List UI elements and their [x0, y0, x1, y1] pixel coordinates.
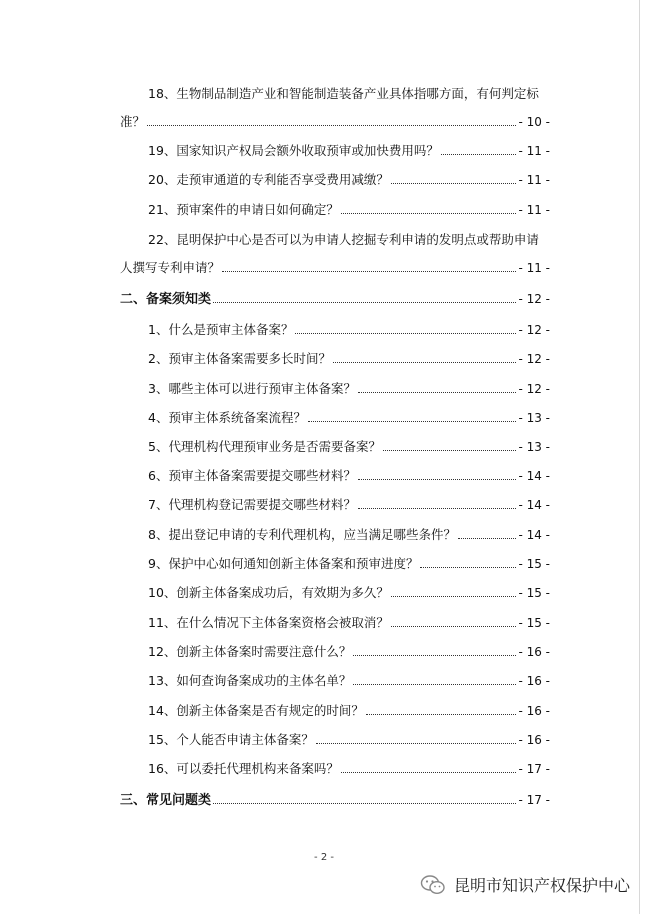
- leader-dots: [316, 734, 517, 744]
- toc-page-number: - 13 -: [518, 440, 550, 454]
- toc-section-3[interactable]: [120, 792, 550, 809]
- leader-dots: [341, 763, 517, 773]
- toc-page-number: - 14 -: [518, 498, 550, 512]
- toc-entry-text: 12、创新主体备案时需要注意什么？: [148, 644, 352, 659]
- toc-page-number: - 16 -: [518, 674, 550, 688]
- leader-dots: [358, 499, 516, 509]
- toc-entry-22-line2[interactable]: [120, 260, 550, 276]
- leader-dots: [353, 675, 516, 685]
- leader-dots: [366, 705, 517, 715]
- toc-page-number: - 12 -: [518, 352, 550, 366]
- toc-page-number: - 12 -: [518, 323, 550, 337]
- leader-dots: [391, 174, 517, 184]
- toc-entry-text: 13、如何查询备案成功的主体名单？: [148, 673, 352, 688]
- toc-entry-2-8[interactable]: [120, 527, 550, 543]
- toc-page-number: - 15 -: [518, 586, 550, 600]
- leader-dots: [341, 204, 517, 214]
- toc-page-number: - 17 -: [518, 762, 550, 776]
- toc-entry-22-line1[interactable]: [148, 232, 550, 248]
- toc-entry-2-12[interactable]: [120, 644, 550, 660]
- toc-entry-text: 14、创新主体备案是否有规定的时间？: [148, 703, 364, 718]
- toc-page-number: - 15 -: [518, 616, 550, 630]
- toc-entry-text: 7、代理机构登记需要提交哪些材料？: [148, 497, 356, 512]
- toc-entry-2-9[interactable]: [120, 556, 550, 572]
- leader-dots: [353, 646, 516, 656]
- toc-entry-2-4[interactable]: [120, 410, 550, 426]
- toc-entry-text: 4、预审主体系统备案流程？: [148, 410, 306, 425]
- toc-entry-2-7[interactable]: [120, 497, 550, 513]
- toc-entry-21[interactable]: [120, 202, 550, 218]
- toc-entry-text: 6、预审主体备案需要提交哪些材料？: [148, 468, 356, 483]
- toc-entry-text: 19、国家知识产权局会额外收取预审或加快费用吗？: [148, 143, 439, 158]
- toc-page-number: - 15 -: [518, 557, 550, 571]
- toc-entry-2-5[interactable]: [120, 439, 550, 455]
- toc-page-number: - 14 -: [518, 469, 550, 483]
- leader-dots: [333, 353, 516, 363]
- toc-entry-text: 8、提出登记申请的专利代理机构，应当满足哪些条件？: [148, 527, 456, 542]
- toc-entry-2-2[interactable]: [120, 351, 550, 367]
- toc-entry-19[interactable]: [120, 143, 550, 159]
- toc-entry-2-3[interactable]: [120, 381, 550, 397]
- toc-entry-text: 3、哪些主体可以进行预审主体备案？: [148, 381, 356, 396]
- toc-entry-2-6[interactable]: [120, 468, 550, 484]
- wechat-icon: [420, 874, 446, 896]
- leader-dots: [295, 324, 516, 334]
- leader-dots: [383, 441, 516, 451]
- leader-dots: [358, 470, 516, 480]
- toc-page-number: - 12 -: [518, 292, 550, 306]
- toc-page-number: - 11 -: [518, 261, 550, 275]
- toc-entry-2-11[interactable]: [120, 615, 550, 631]
- toc-entry-18-line2[interactable]: [120, 114, 550, 130]
- toc-entry-text: 20、走预审通道的专利能否享受费用减缴？: [148, 172, 389, 187]
- leader-dots: [308, 412, 516, 422]
- leader-dots: [358, 383, 516, 393]
- toc-entry-18-line1[interactable]: [148, 86, 550, 102]
- toc-section-2[interactable]: [120, 291, 550, 308]
- leader-dots: [391, 587, 517, 597]
- toc-page-number: - 16 -: [518, 645, 550, 659]
- toc-page-number: - 11 -: [518, 203, 550, 217]
- toc-entry-text: 21、预审案件的申请日如何确定？: [148, 202, 339, 217]
- toc-entry-2-13[interactable]: [120, 673, 550, 689]
- toc-entry-text: 15、个人能否申请主体备案？: [148, 732, 314, 747]
- toc-entry-text: 5、代理机构代理预审业务是否需要备案？: [148, 439, 381, 454]
- toc-entry-text: 1、什么是预审主体备案？: [148, 322, 294, 337]
- toc-page-number: - 16 -: [518, 733, 550, 747]
- toc-entry-text: 18、生物制品制造产业和智能制造装备产业具体指哪方面，有何判定标: [148, 86, 539, 101]
- watermark: [420, 873, 630, 896]
- toc-entry-2-14[interactable]: [120, 703, 550, 719]
- leader-dots: [213, 293, 516, 303]
- toc-page-number: - 11 -: [518, 173, 550, 187]
- toc-entry-text: 9、保护中心如何通知创新主体备案和预审进度？: [148, 556, 419, 571]
- toc-entry-2-15[interactable]: [120, 732, 550, 748]
- toc-entry-text: 22、昆明保护中心是否可以为申请人挖掘专利申请的发明点或帮助申请: [148, 232, 539, 247]
- toc-page-number: - 12 -: [518, 382, 550, 396]
- toc-entry-text: 11、在什么情况下主体备案资格会被取消？: [148, 615, 389, 630]
- toc-entry-text: 2、预审主体备案需要多长时间？: [148, 351, 331, 366]
- leader-dots: [391, 617, 517, 627]
- toc-section-title: 二、备案须知类: [120, 292, 212, 307]
- toc-entry-20[interactable]: [120, 172, 550, 188]
- footer-page-number: - 2 -: [314, 852, 334, 863]
- toc-page-number: - 17 -: [518, 793, 550, 807]
- leader-dots: [458, 529, 516, 539]
- toc-page-number: - 13 -: [518, 411, 550, 425]
- toc-entry-2-10[interactable]: [120, 585, 550, 601]
- toc-page-number: - 11 -: [518, 144, 550, 158]
- toc-entry-text: 10、创新主体备案成功后，有效期为多久？: [148, 585, 389, 600]
- toc-entry-text: 人撰写专利申请？: [120, 260, 221, 275]
- leader-dots: [213, 794, 516, 804]
- toc-page-number: - 16 -: [518, 704, 550, 718]
- toc-entry-2-16[interactable]: [120, 761, 550, 777]
- toc-page-number: - 10 -: [518, 115, 550, 129]
- toc-entry-text: 16、可以委托代理机构来备案吗？: [148, 761, 339, 776]
- toc-entry-2-1[interactable]: [120, 322, 550, 338]
- toc-section-title: 三、常见问题类: [120, 793, 212, 808]
- toc-entry-text: 准？: [120, 114, 146, 129]
- leader-dots: [441, 145, 517, 155]
- toc-page-number: - 14 -: [518, 528, 550, 542]
- watermark-text: 昆明市知识产权保护中心: [453, 876, 630, 895]
- leader-dots: [420, 558, 516, 568]
- leader-dots: [147, 116, 516, 126]
- leader-dots: [222, 262, 516, 272]
